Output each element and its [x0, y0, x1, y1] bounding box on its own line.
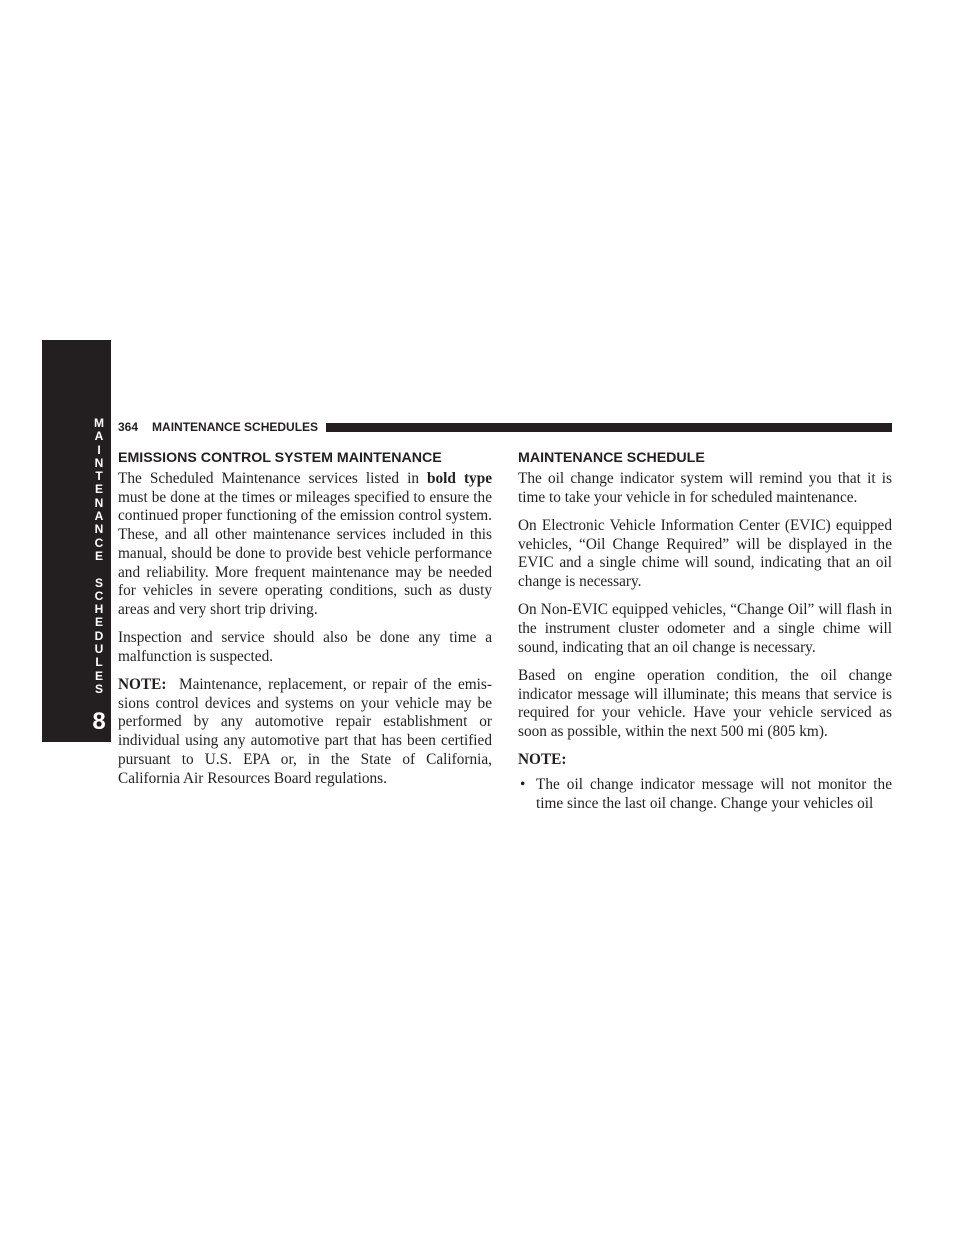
chapter-number: 8	[92, 708, 106, 735]
side-letter: C	[94, 535, 104, 550]
bullet-icon: •	[520, 775, 526, 793]
text-run: must be done at the times or mileages specified to ensure the continued proper functioning of the emission control system. These, and all other maintenance services included in this manual, should be done to provide best vehicle performance and reliability. More frequent maintenance may be needed for vehicles in severe operating conditions, such as dusty areas and very short trip driving.	[118, 488, 492, 618]
schedule-paragraph-4: Based on engine operation condition, the oil change indicator message will illuminate; this means that service is required for your vehicle. Have your vehicle serviced as soon as possible, within the next 500 mi (805 km).	[518, 666, 892, 740]
bold-type-text: bold type	[427, 470, 493, 487]
note-list	[518, 776, 892, 813]
side-letter: C	[94, 588, 104, 603]
page-header	[118, 419, 892, 435]
note-label: NOTE:	[118, 676, 167, 694]
emissions-note	[118, 676, 496, 788]
side-letter: D	[94, 628, 104, 643]
side-letter: E	[94, 668, 103, 683]
emissions-paragraph-2: Inspection and service should also be done any time a malfunction is suspected.	[118, 629, 492, 665]
side-letter: M	[94, 416, 104, 430]
side-letter: U	[94, 642, 104, 657]
side-letter: H	[94, 602, 104, 617]
side-letter: A	[94, 429, 104, 444]
emissions-heading: EMISSIONS CONTROL SYSTEM MAINTENANCE	[118, 450, 442, 466]
side-letter: A	[94, 509, 104, 524]
emissions-paragraph-1	[118, 470, 492, 620]
right-column	[518, 448, 892, 813]
side-letter: T	[95, 469, 103, 484]
schedule-paragraph-1: The oil change indicator system will remind you that it is time to take your vehicle in for scheduled maintenance.	[518, 470, 892, 506]
side-letter: L	[95, 655, 103, 670]
side-letter: E	[94, 482, 103, 497]
page-number: 364	[118, 420, 139, 434]
side-letter: N	[94, 455, 104, 470]
side-letter-gap	[88, 563, 110, 576]
note-text: Maintenance, replacement, or repair of the emissions control devices and systems on your vehicle may be performed by any automotive repair establishment or individual using any automotive part that has been certified pursuant to U.S. EPA or, in the State of California, California Air Resources Board regulations.	[118, 676, 496, 787]
side-letter: N	[94, 495, 104, 510]
side-letter: I	[97, 442, 101, 457]
side-letter: S	[94, 575, 103, 590]
section-title: MAINTENANCE SCHEDULES	[152, 420, 319, 434]
schedule-paragraph-3: On Non-EVIC equipped vehicles, “Change Oil” will flash in the instrument cluster odometer and a single chime will sound, indicating that an oil change is necessary.	[518, 601, 892, 656]
side-tab-letters	[88, 417, 110, 696]
maintenance-schedule-heading: MAINTENANCE SCHEDULE	[518, 450, 705, 466]
schedule-paragraph-2: On Electronic Vehicle Information Center (EVIC) equipped vehicles, “Oil Change Required” will be displayed in the EVIC and a single chime will sound, indicating that an oil change is necessary.	[518, 516, 892, 591]
list-item	[518, 776, 892, 813]
text-run: The Scheduled Maintenance services listed in	[118, 470, 428, 487]
side-letter: N	[94, 522, 104, 537]
side-letter: E	[94, 548, 103, 563]
note-label: NOTE:	[518, 751, 567, 769]
side-letter: S	[94, 681, 103, 696]
left-column	[118, 448, 496, 798]
side-letter: E	[94, 615, 103, 630]
header-rule	[326, 423, 892, 432]
bullet-text: The oil change indicator message will not monitor the time since the last oil change. Change your vehicles oil	[536, 775, 892, 812]
